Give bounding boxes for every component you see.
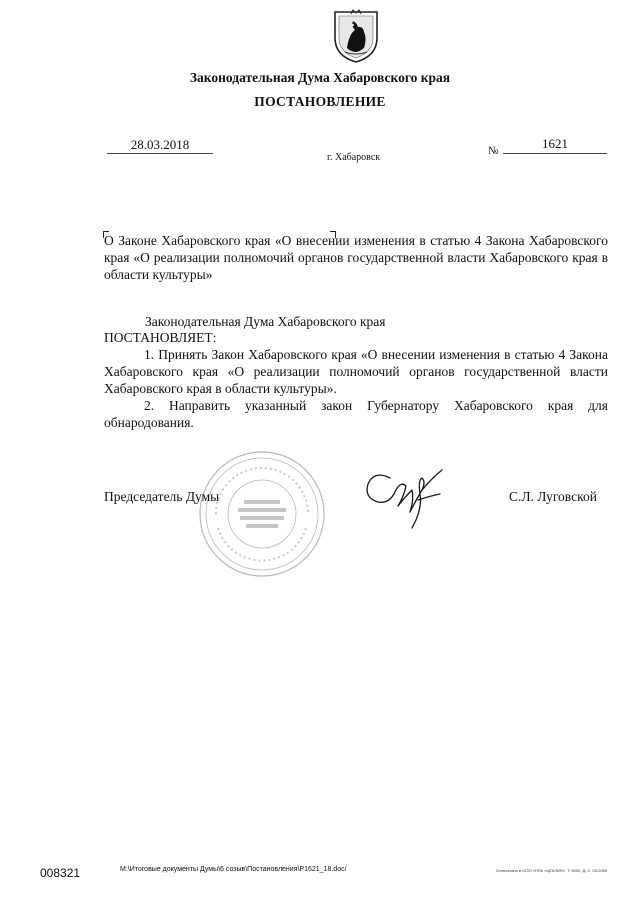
date-underline [107,153,213,154]
document-number: 1621 [542,136,568,151]
signatory-name: С.Л. Луговской [509,489,597,504]
resolution-item-2: 2. Направить указанный закон Губернатору Хабаровского края для обнародования. [104,398,608,430]
preamble-authority: Законодательная Дума Хабаровского края [145,314,386,329]
number-underline [503,153,607,154]
footer-file-path: M:\Итоговые документы Думы\6 созыв\Постановления\P1621_18.doc/ [120,866,347,873]
document-type-title: ПОСТАНОВЛЕНИЕ [254,94,386,109]
resolution-body [104,346,608,431]
footer-doc-number: 008321 [40,866,81,880]
document-city: г. Хабаровск [327,152,381,163]
signatory-position: Председатель Думы [104,489,220,504]
handwritten-signature [360,460,460,532]
coat-of-arms-emblem [331,8,381,64]
document-subject: О Законе Хабаровского края «О внесении изменения в статью 4 Закона Хабаровского края «О реализации полномочий органов государственной власти Хабаровского края в области культуры» [104,233,608,282]
organization-title: Законодательная Дума Хабаровского края [189,70,451,85]
footer-print-info: Отпечатано в ООО «НПК «ЦЕКЛИН». Т. 9000. Д. С. 03-2005 [496,868,608,873]
round-seal-stamp [196,448,328,580]
resolution-item-1: 1. Принять Закон Хабаровского края «О внесении изменения в статью 4 Закона Хабаровского края «О реализации полномочий органов государственной власти Хабаровского края в области культуры». [104,347,608,396]
preamble-resolves: ПОСТАНОВЛЯЕТ: [104,330,217,345]
document-date: 28.03.2018 [130,137,190,152]
number-sign: № [488,145,499,157]
